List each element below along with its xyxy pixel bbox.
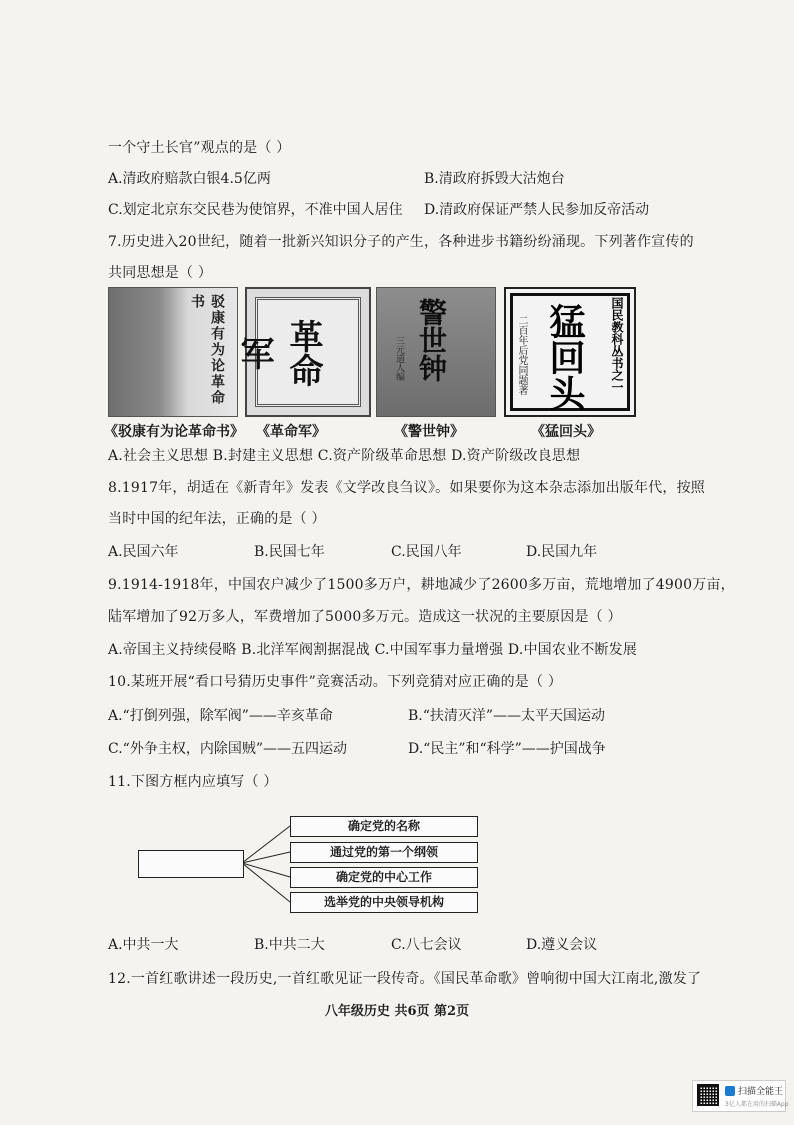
q11-stem: 11.下图方框内应填写（ ）	[108, 774, 278, 790]
cover-title: 警世钟	[415, 298, 448, 382]
diagram-item-party-name: 确定党的名称	[290, 816, 478, 837]
q10-option-c: C.“外争主权，内除国贼”——五四运动	[108, 741, 347, 757]
q6-option-d: D.清政府保证严禁人民参加反帝活动	[424, 202, 650, 218]
scanner-tagline: 3亿人都在用的扫描App	[725, 1101, 789, 1108]
caption-bo-kang: 《驳康有为论革命书》	[104, 424, 244, 440]
q10-option-a: A.“打倒列强，除军阀”——辛亥革命	[108, 708, 333, 724]
scanner-watermark	[692, 1080, 789, 1112]
caption-geming-jun: 《革命军》	[256, 424, 326, 440]
q9-stem-line2: 陆军增加了92万多人，军费增加了5000多万元。造成这一状况的主要原因是（ ）	[108, 609, 622, 625]
app-logo-icon	[725, 1086, 735, 1096]
q7-stem-line1: 7.历史进入20世纪，随着一批新兴知识分子的产生，各种进步书籍纷纷涌现。下列著作宣传的	[108, 234, 694, 250]
q10-stem: 10.某班开展“看口号猜历史事件”竞赛活动。下列竞猜对应正确的是（ ）	[108, 674, 563, 690]
q9-options: A.帝国主义持续侵略 B.北洋军阀割据混战 C.中国军事力量增强 D.中国农业不断发展	[108, 642, 638, 658]
scanner-app-name: 扫描全能王	[738, 1087, 784, 1097]
q8-option-d: D.民国九年	[526, 544, 598, 560]
q9-stem-line1: 9.1914-1918年，中国农户减少了1500多万户，耕地减少了2600多万亩，荒地增加了4900万亩，	[108, 577, 735, 593]
q12-stem: 12.一首红歌讲述一段历史,一首红歌见证一段传奇。《国民革命歌》曾响彻中国大江南北,激发了	[108, 971, 702, 987]
q11-option-c: C.八七会议	[391, 937, 462, 953]
q10-option-b: B.“扶清灭洋”——太平天国运动	[408, 708, 606, 724]
page-footer: 八年级历史 共6页 第2页	[324, 1004, 470, 1019]
qr-code-icon	[697, 1084, 719, 1106]
cover-note: 二百年后党同题著	[516, 315, 527, 395]
cover-title: 猛回头	[544, 303, 586, 411]
q8-stem-line2: 当时中国的纪年法，正确的是（ ）	[108, 511, 326, 527]
diagram-item-central-work: 确定党的中心工作	[290, 867, 478, 888]
q6-option-b: B.清政府拆毁大沽炮台	[424, 171, 565, 187]
cover-author: 三元道人编	[394, 336, 404, 381]
q8-option-b: B.民国七年	[254, 544, 325, 560]
q6-stem-end: 一个守土长官”观点的是（ ）	[108, 140, 291, 156]
caption-meng-huitou: 《猛回头》	[531, 424, 601, 440]
q11-option-a: A.中共一大	[108, 937, 179, 953]
caption-jingshi-zhong: 《警世钟》	[394, 424, 464, 440]
diagram-item-central-leadership: 选举党的中央领导机构	[290, 892, 478, 913]
cover-title: 驳康有为论革命书	[189, 294, 225, 406]
cover-series: 国民教科丛书之一	[610, 297, 624, 393]
q8-stem-line1: 8.1917年，胡适在《新青年》发表《文学改良刍议》。如果要你为这本杂志添加出版年代，按照	[108, 480, 705, 496]
q11-option-d: D.遵义会议	[526, 937, 598, 953]
q7-stem-line2: 共同思想是（ ）	[108, 265, 213, 281]
diagram-item-first-program: 通过党的第一个纲领	[290, 842, 478, 863]
q6-option-a: A.清政府赔款白银4.5亿两	[108, 171, 271, 187]
q8-option-a: A.民国六年	[108, 544, 179, 560]
blank-answer-box	[138, 850, 244, 878]
q10-option-d: D.“民主”和“科学”——护国战争	[408, 741, 606, 757]
q11-option-b: B.中共二大	[254, 937, 325, 953]
q8-option-c: C.民国八年	[391, 544, 462, 560]
q7-options: A.社会主义思想 B.封建主义思想 C.资产阶级革命思想 D.资产阶级改良思想	[108, 448, 581, 464]
cover-title: 革命军	[234, 319, 323, 387]
q6-option-c: C.划定北京东交民巷为使馆界，不准中国人居住	[108, 202, 403, 218]
